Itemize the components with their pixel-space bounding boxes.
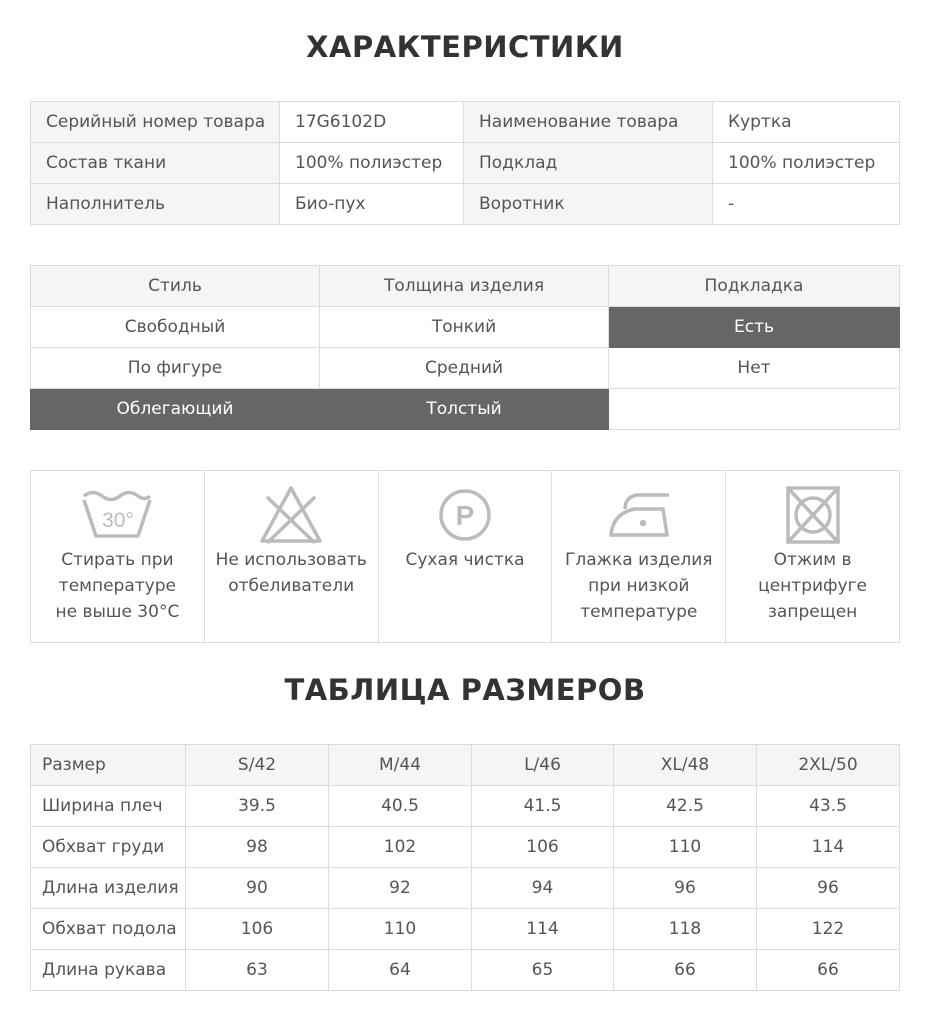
specs-row — [31, 143, 900, 184]
size-row — [31, 909, 900, 950]
care-item-bleach — [205, 471, 379, 642]
size-value: 65 — [472, 950, 614, 991]
options-row — [31, 307, 900, 348]
size-value: 92 — [329, 868, 472, 909]
size-value: 98 — [186, 827, 329, 868]
option-header-lining: Подкладка — [609, 266, 900, 307]
measurement-label: Обхват подола — [31, 909, 186, 950]
option-cell: По фигуре — [31, 348, 320, 389]
options-row — [31, 348, 900, 389]
no-tumble-dry-icon — [777, 485, 849, 545]
spec-label: Состав ткани — [31, 143, 280, 184]
option-cell: Свободный — [31, 307, 320, 348]
specs-table — [30, 101, 900, 225]
size-header-cell: M/44 — [329, 745, 472, 786]
size-row — [31, 786, 900, 827]
size-value: 94 — [472, 868, 614, 909]
measurement-label: Ширина плеч — [31, 786, 186, 827]
wash-30-icon — [81, 485, 153, 545]
care-item-dry-clean — [379, 471, 553, 642]
spec-value: Куртка — [713, 102, 900, 143]
care-label: Стирать при температуре не выше 30°C — [55, 550, 180, 622]
spec-label: Серийный номер товара — [31, 102, 280, 143]
size-value: 66 — [757, 950, 900, 991]
size-value: 118 — [614, 909, 757, 950]
spec-value: 17G6102D — [280, 102, 464, 143]
option-cell: Облегающий — [31, 389, 320, 430]
size-header-cell: S/42 — [186, 745, 329, 786]
size-value: 90 — [186, 868, 329, 909]
specs-row — [31, 102, 900, 143]
spec-label: Воротник — [464, 184, 713, 225]
size-row — [31, 950, 900, 991]
option-cell — [609, 389, 900, 430]
size-value: 96 — [757, 868, 900, 909]
svg-text:30°: 30° — [102, 509, 135, 532]
size-value: 102 — [329, 827, 472, 868]
size-header-cell: L/46 — [472, 745, 614, 786]
spec-label: Подклад — [464, 143, 713, 184]
option-cell: Есть — [609, 307, 900, 348]
size-header-cell: 2XL/50 — [757, 745, 900, 786]
size-value: 41.5 — [472, 786, 614, 827]
options-row — [31, 389, 900, 430]
size-value: 110 — [614, 827, 757, 868]
size-value: 106 — [186, 909, 329, 950]
option-cell: Средний — [320, 348, 609, 389]
option-header-style: Стиль — [31, 266, 320, 307]
size-value: 122 — [757, 909, 900, 950]
size-value: 106 — [472, 827, 614, 868]
characteristics-title: ХАРАКТЕРИСТИКИ — [306, 30, 624, 64]
size-value: 43.5 — [757, 786, 900, 827]
measurement-label: Длина рукава — [31, 950, 186, 991]
size-value: 66 — [614, 950, 757, 991]
spec-label: Наполнитель — [31, 184, 280, 225]
spec-value: - — [713, 184, 900, 225]
option-cell: Тонкий — [320, 307, 609, 348]
no-bleach-icon — [255, 485, 327, 545]
dry-clean-p-icon — [429, 485, 501, 545]
size-value: 39.5 — [186, 786, 329, 827]
size-value: 114 — [472, 909, 614, 950]
size-value: 64 — [329, 950, 472, 991]
size-value: 40.5 — [329, 786, 472, 827]
size-value: 110 — [329, 909, 472, 950]
care-item-spin — [726, 471, 899, 642]
option-cell: Толстый — [320, 389, 609, 430]
size-table-title: ТАБЛИЦА РАЗМЕРОВ — [284, 673, 646, 707]
size-value: 96 — [614, 868, 757, 909]
options-table — [30, 265, 900, 430]
spec-label: Наименование товара — [464, 102, 713, 143]
spec-value: Био-пух — [280, 184, 464, 225]
size-table — [30, 744, 900, 991]
care-label: Отжим в центрифуге запрещен — [758, 550, 868, 622]
care-label: Не использовать отбеливатели — [215, 550, 367, 596]
measurement-label: Длина изделия — [31, 868, 186, 909]
size-header-row — [31, 745, 900, 786]
iron-low-icon — [603, 485, 675, 545]
size-row — [31, 868, 900, 909]
care-label: Сухая чистка — [405, 550, 525, 570]
size-header-cell: XL/48 — [614, 745, 757, 786]
spec-value: 100% полиэстер — [280, 143, 464, 184]
spec-value: 100% полиэстер — [713, 143, 900, 184]
option-header-thickness: Толщина изделия — [320, 266, 609, 307]
specs-row — [31, 184, 900, 225]
measurement-label: Обхват груди — [31, 827, 186, 868]
option-cell: Нет — [609, 348, 900, 389]
care-instructions — [30, 470, 900, 643]
size-header-cell: Размер — [31, 745, 186, 786]
size-row — [31, 827, 900, 868]
care-label: Глажка изделия при низкой температуре — [565, 550, 713, 622]
care-item-iron — [552, 471, 726, 642]
care-item-wash — [31, 471, 205, 642]
svg-text:P: P — [455, 500, 475, 531]
size-value: 42.5 — [614, 786, 757, 827]
options-header-row — [31, 266, 900, 307]
size-value: 63 — [186, 950, 329, 991]
size-value: 114 — [757, 827, 900, 868]
